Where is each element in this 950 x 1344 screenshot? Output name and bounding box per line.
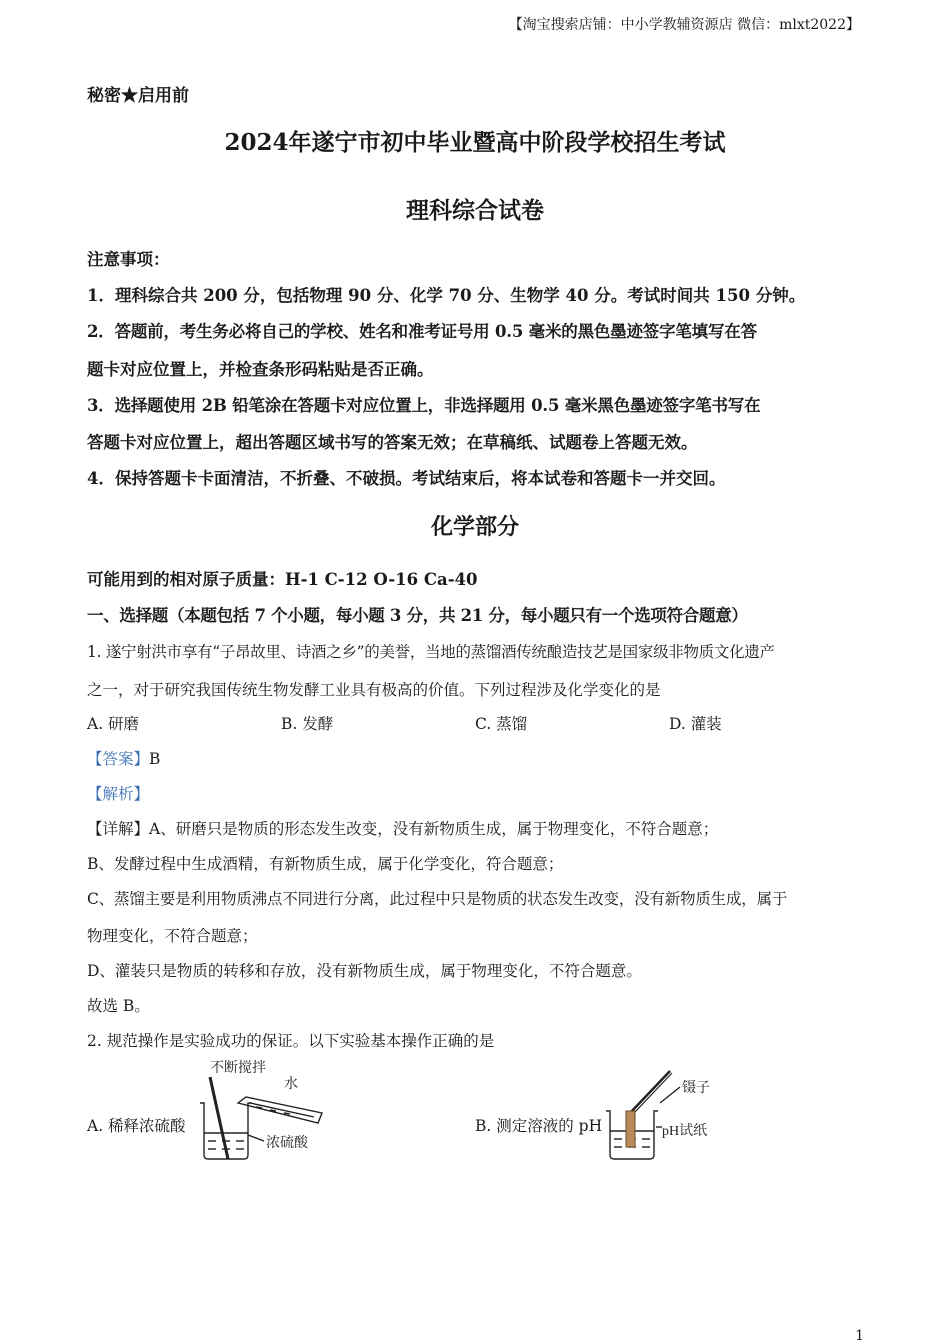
secret-label: 秘密★启用前 bbox=[87, 86, 189, 106]
q1-stem-line2: 之一，对于研究我国传统生物发酵工业具有极高的价值。下列过程涉及化学变化的是 bbox=[87, 681, 661, 699]
page-number: 1 bbox=[855, 1328, 864, 1344]
q1-answer bbox=[87, 747, 867, 769]
q2-option-a: A. 稀释浓硫酸 bbox=[87, 1117, 186, 1135]
dilute-acid-figure bbox=[190, 1055, 340, 1165]
paper-title: 理科综合试卷 bbox=[406, 197, 544, 224]
ph-test-figure bbox=[600, 1065, 730, 1165]
acid-label: 浓硫酸 bbox=[266, 1136, 308, 1151]
q1-option-b: B. 发酵 bbox=[281, 715, 334, 733]
exam-title: 2024年遂宁市初中毕业暨高中阶段学校招生考试 bbox=[224, 129, 726, 156]
q2-option-b: B. 测定溶液的 pH bbox=[475, 1117, 603, 1135]
header-note: 【淘宝搜索店铺：中小学教辅资源店 微信：mlxt2022】 bbox=[508, 17, 860, 33]
notice-item: 4．保持答题卡卡面清洁，不折叠、不破损。考试结束后，将本试卷和答题卡一并交回。 bbox=[87, 469, 726, 488]
q1-detail-line bbox=[87, 817, 867, 839]
answer-label: 【答案】 bbox=[87, 750, 150, 768]
q1-option-d: D. 灌装 bbox=[669, 715, 722, 733]
part1-heading: 一、选择题（本题包括 7 个小题，每小题 3 分，共 21 分，每小题只有一个选项符合题意） bbox=[87, 606, 748, 625]
notice-heading: 注意事项： bbox=[87, 250, 170, 269]
analysis-label: 【解析】 bbox=[87, 785, 150, 803]
section-title: 化学部分 bbox=[430, 514, 519, 540]
notice-item: 1．理科综合共 200 分，包括物理 90 分、化学 70 分、生物学 40 分。考试时间共 150 分钟。 bbox=[87, 286, 806, 305]
tweezers-label: 镊子 bbox=[682, 1081, 710, 1096]
q2-stem: 2. 规范操作是实验成功的保证。以下实验基本操作正确的是 bbox=[87, 1032, 495, 1050]
notice-item: 2．答题前，考生务必将自己的学校、姓名和准考证号用 0.5 毫米的黑色墨迹签字笔填写在答 bbox=[87, 322, 757, 341]
detail-text: A、研磨只是物质的形态发生改变，没有新物质生成，属于物理变化，不符合题意； bbox=[149, 820, 719, 838]
q1-detail-line: D、灌装只是物质的转移和存放，没有新物质生成，属于物理变化，不符合题意。 bbox=[87, 962, 642, 980]
stir-label: 不断搅拌 bbox=[210, 1061, 266, 1076]
notice-item: 3．选择题使用 2B 铅笔涂在答题卡对应位置上，非选择题用 0.5 毫米黑色墨迹签字笔书写在 bbox=[87, 396, 761, 415]
detail-label: 【详解】 bbox=[87, 820, 150, 838]
notice-item: 答题卡对应位置上，超出答题区域书写的答案无效；在草稿纸、试题卷上答题无效。 bbox=[87, 433, 698, 452]
notice-item: 题卡对应位置上，并检查条形码粘贴是否正确。 bbox=[87, 360, 434, 379]
q1-stem-line1: 1. 遂宁射洪市享有“子昂故里、诗酒之乡”的美誉，当地的蒸馏酒传统酿造技艺是国家级非物质文化遗产 bbox=[87, 643, 775, 661]
q1-option-a: A. 研磨 bbox=[87, 715, 140, 733]
answer-value: B bbox=[149, 750, 161, 768]
water-label: 水 bbox=[284, 1077, 298, 1092]
q1-option-c: C. 蒸馏 bbox=[475, 715, 528, 733]
q1-detail-line: B、发酵过程中生成酒精，有新物质生成，属于化学变化，符合题意； bbox=[87, 855, 564, 873]
q1-detail-line: 物理变化，不符合题意； bbox=[87, 927, 258, 945]
q1-detail-line: C、蒸馏主要是利用物质沸点不同进行分离，此过程中只是物质的状态发生改变，没有新物质生成，属于 bbox=[87, 890, 788, 908]
q1-detail-line: 故选 B。 bbox=[87, 997, 150, 1015]
atomic-masses: 可能用到的相对原子质量：H-1 C-12 O-16 Ca-40 bbox=[87, 570, 478, 589]
ph-paper-label: pH试纸 bbox=[662, 1124, 708, 1139]
